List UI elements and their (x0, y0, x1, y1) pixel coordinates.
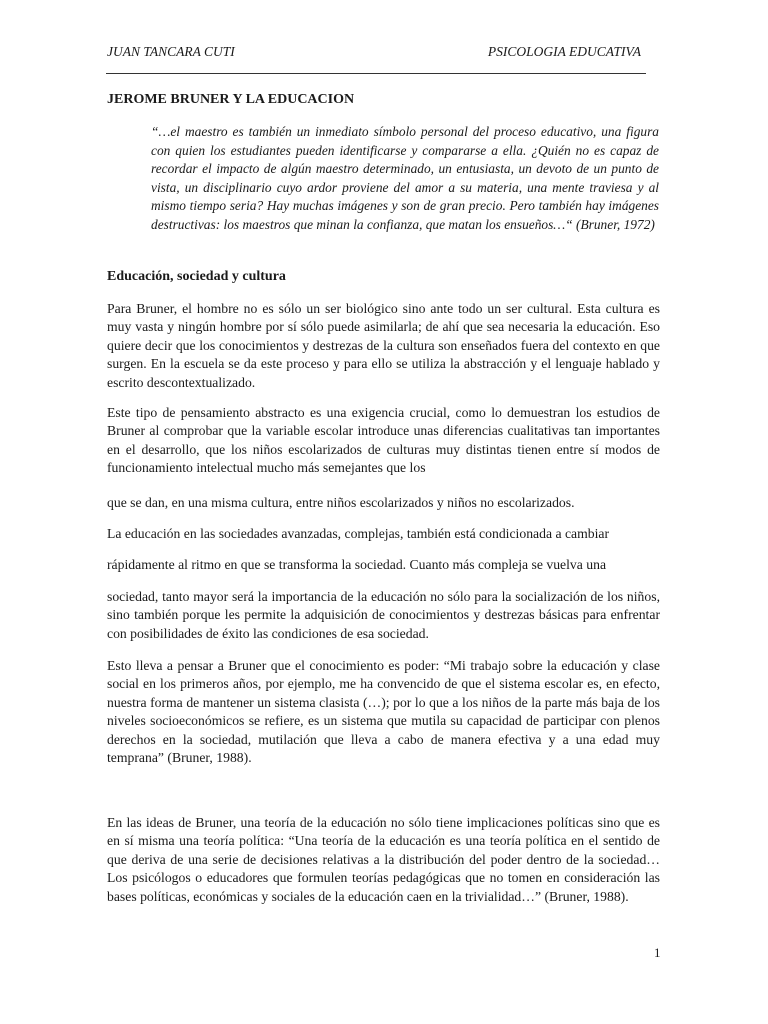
header-course: PSICOLOGIA EDUCATIVA (487, 44, 641, 59)
paragraph-6: sociedad, tanto mayor será la importancia de la educación no sólo para la socialización de los niños, sino también porque les permite la adquisición de conocimientos y destrezas básicas para enfrentar con posibilidades de éxito las condiciones de esa sociedad. (107, 589, 660, 641)
epigraph-quote: “…el maestro es también un inmediato símbolo personal del proceso educativo, una figura con quien los estudiantes pueden identificarse y compararse a ella. ¿Quién no es capaz de recordar el impacto de algún maestro determinado, un entusiasta, un devoto de un punto de vista, un disciplinario cuyo ardor proviene del amor a su materia, una mente traviesa y al mismo tiempo seria? Hay muchas imágenes y son de gran precio. Pero también hay imágenes destructivas: los maestros que minan la confianza, que matan los ensueños…“ (Bruner, 1972) (151, 124, 659, 232)
paragraph-4: La educación en las sociedades avanzadas, complejas, también está condicionada a cambiar (107, 526, 610, 541)
page-number: 1 (654, 945, 661, 960)
header-divider (106, 73, 646, 74)
header-author: JUAN TANCARA CUTI (107, 44, 235, 59)
paragraph-8: En las ideas de Bruner, una teoría de la educación no sólo tiene implicaciones políticas sino que es en sí misma una teoría política: “Una teoría de la educación es una teoría política en el sentido de que deriva de una serie de decisiones relativas a la distribución del poder dentro de la sociedad… Los psicólogos o educadores que formulen teorías pedagógicas que no tomen en consideración las bases políticas, económicas y sociales de la educación caen en la trivialidad…” (Bruner, 1988). (107, 815, 660, 904)
paragraph-3: que se dan, en una misma cultura, entre niños escolarizados y niños no escolarizados. (107, 495, 575, 510)
paragraph-1: Para Bruner, el hombre no es sólo un ser biológico sino ante todo un ser cultural. Esta cultura es muy vasta y ningún hombre por sí sólo puede asimilarla; de ahí que sea necesaria la educación. Eso quiere decir que los conocimientos y destrezas de la cultura son enseñados fuera del contexto en que surgen. En la escuela se da este proceso y para ello se utiliza la abstracción y el lenguaje hablado y escrito descontextualizado. (107, 301, 660, 390)
section-heading: Educación, sociedad y cultura (107, 269, 286, 284)
document-title: JEROME BRUNER Y LA EDUCACION (107, 92, 355, 107)
paragraph-2: Este tipo de pensamiento abstracto es una exigencia crucial, como lo demuestran los estudios de Bruner al comprobar que la variable escolar introduce unas diferencias cualitativas tan importantes en el desarrollo, que los niños escolarizados de culturas muy distintas tienen entre sí modos de funcionamiento intelectual mucho más semejantes que los (107, 405, 660, 476)
paragraph-5: rápidamente al ritmo en que se transforma la sociedad. Cuanto más compleja se vuelva una (107, 557, 607, 572)
paragraph-7: Esto lleva a pensar a Bruner que el conocimiento es poder: “Mi trabajo sobre la educación y clase social en los primeros años, por ejemplo, me ha convencido de que el sistema escolar es, en efecto, nuestra forma de mantener un sistema clasista (…); por lo que a los niños de la parte más baja de los niveles socioeconómicos se refiere, es un sistema que mutila su capacidad de participar con plenos derechos en la sociedad, mutilación que lleva a cabo de manera efectiva y a una edad muy temprana” (Bruner, 1988). (107, 658, 660, 766)
